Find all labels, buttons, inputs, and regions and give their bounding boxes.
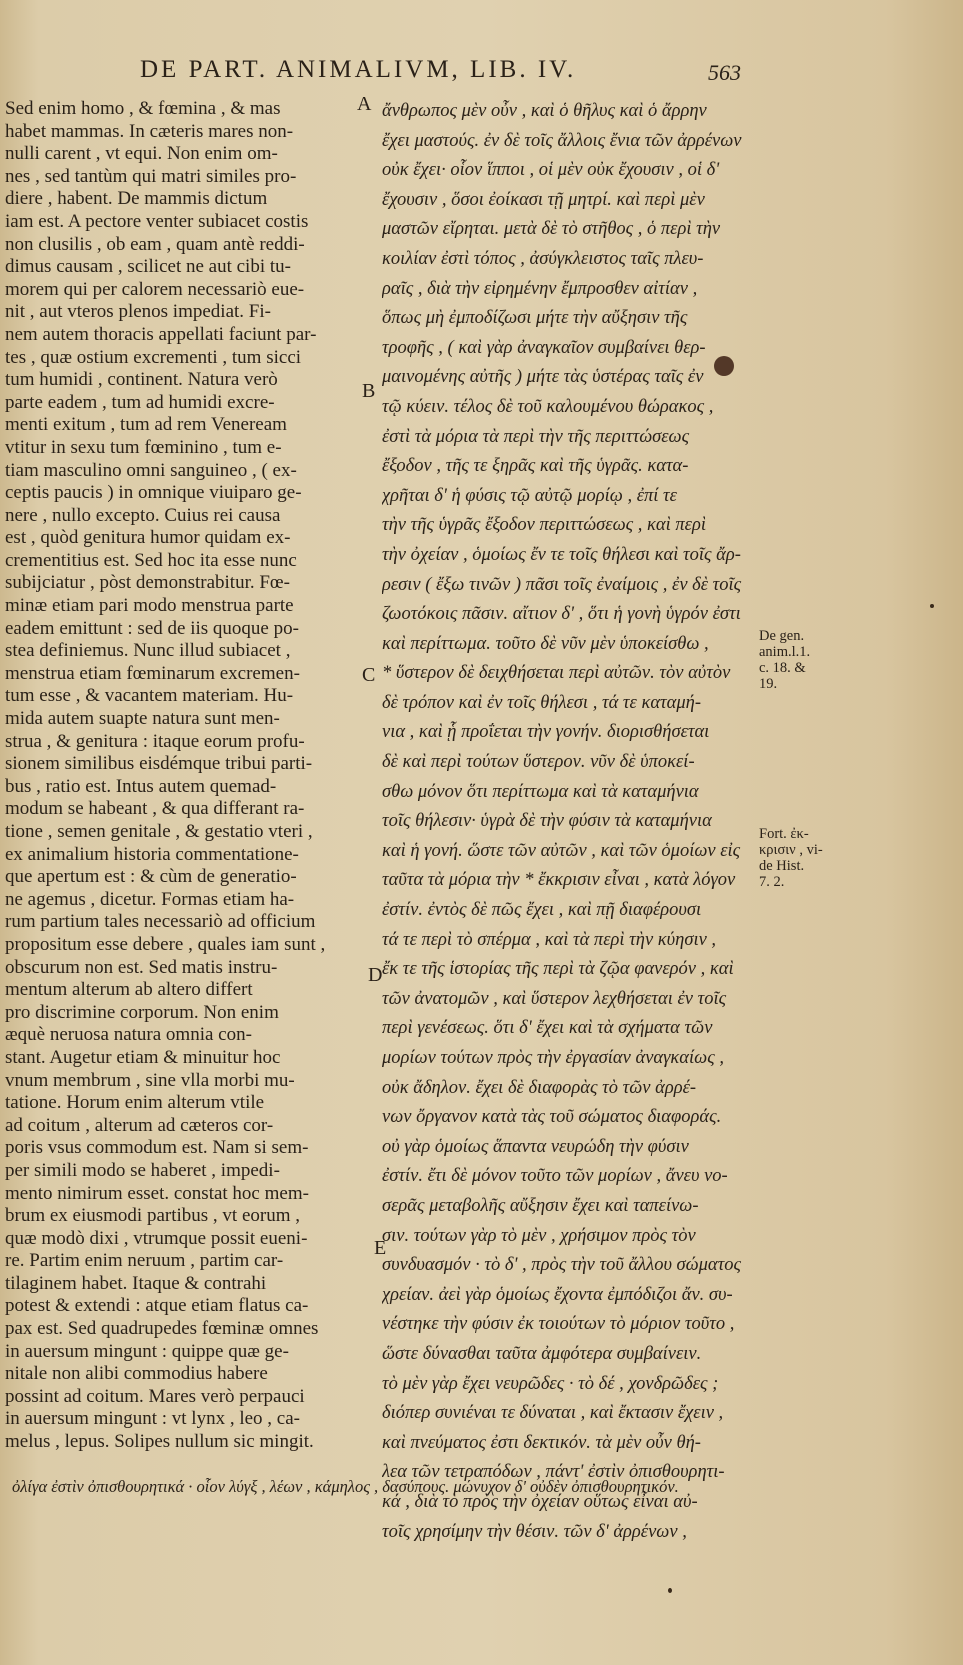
greek-line: οὐ γὰρ ὁμοίως ἅπαντα νευρώδη τὴν φύσιν	[382, 1136, 689, 1157]
latin-line: in auersum mingunt : vt lynx , leo , ca-	[5, 1408, 300, 1430]
latin-line: vnum membrum , sine vlla morbi mu-	[5, 1069, 295, 1091]
greek-line: καὶ περίττωμα. τοῦτο δὲ νῦν μὲν ὑποκείσθω ,	[382, 633, 709, 654]
latin-line: ne agemus , dicetur. Formas etiam ha-	[5, 888, 295, 910]
margin-note-line: De gen.	[759, 628, 805, 644]
latin-line: pax est. Sed quadrupedes fœminæ omnes	[5, 1318, 319, 1340]
margin-note-line: 7. 2.	[759, 874, 785, 890]
greek-line: νέστηκε τὴν φύσιν ἐκ τοιούτων τὸ μόριον τοῦτο ,	[382, 1314, 735, 1335]
greek-line: ζωοτόκοις πᾶσιν. αἴτιον δ' , ὅτι ἡ γονὴ ὑγρόν ἐστι	[382, 604, 741, 625]
latin-line: menti exitum , tum ad rem Veneream	[5, 414, 287, 436]
greek-line: ἔξοδον , τῆς τε ξηρᾶς καὶ τῆς ὑγρᾶς. κατα-	[382, 456, 689, 477]
latin-line: parte eadem , tum ad humidi excre-	[5, 391, 275, 413]
section-letter-b: B	[362, 380, 376, 402]
greek-line: συνδυασμόν · τὸ δ' , πρὸς τὴν τοῦ ἄλλου σώματος	[382, 1255, 741, 1276]
latin-line: habet mammas. In cæteris mares non-	[5, 120, 294, 142]
latin-line: crementitius est. Sed hoc ita esse nunc	[5, 549, 297, 571]
greek-line: ἔκ τε τῆς ἱστορίας τῆς περὶ τὰ ζῷα φανερόν , καὶ	[382, 959, 734, 980]
latin-line: possint ad coitum. Mares verò perpauci	[5, 1385, 305, 1407]
greek-line: τοῖς θήλεσιν· ὑγρὰ δὲ τὴν φύσιν τὰ καταμήνια	[382, 811, 712, 832]
greek-line: τοῖς χρησίμην τὴν θέσιν. τῶν δ' ἀρρένων ,	[382, 1521, 687, 1542]
latin-line: mentum alterum ab altero differt	[5, 979, 253, 1001]
latin-line: pro discrimine corporum. Non enim	[5, 1001, 279, 1023]
latin-line: bus , ratio est. Intus autem quemad-	[5, 775, 277, 797]
greek-line: ἔχουσιν , ὅσοι ἐοίκασι τῇ μητρί. καὶ περὶ μὲν	[382, 189, 705, 210]
latin-line: rum partium tales necessariò ad officium	[5, 911, 316, 933]
latin-line: nulli carent , vt equi. Non enim om-	[5, 143, 278, 165]
greek-line: τροφῆς , ( καὶ γὰρ ἀναγκαῖον συμβαίνει θερ-	[382, 337, 706, 358]
greek-line: ρεσιν ( ἔξω τινῶν ) πᾶσι τοῖς ἐναίμοις , ἐν δὲ τοῖς	[382, 574, 742, 595]
latin-line: nit , aut vteros plenos impediat. Fi-	[5, 301, 271, 323]
greek-line: νια , καὶ ᾗ προΐεται τὴν γονήν. διορισθήσεται	[382, 722, 710, 743]
latin-line: modum se habeant , & qua differant ra-	[5, 798, 305, 820]
greek-line: χρῆται δ' ἡ φύσις τῷ αὐτῷ μορίῳ , ἐπί τε	[382, 485, 677, 506]
latin-line: nitale non alibi commodius habere	[5, 1363, 268, 1385]
latin-line: mida autem suapte natura sunt men-	[5, 708, 280, 730]
greek-line: σιν. τούτων γὰρ τὸ μὲν , χρήσιμον πρὸς τὸν	[382, 1225, 696, 1246]
greek-line: ταῦτα τὰ μόρια τὴν * ἔκκρισιν εἶναι , κατὰ λόγον	[382, 870, 736, 891]
latin-translation-column	[5, 98, 357, 1454]
latin-line: brum ex eiusmodi partibus , vt eorum ,	[5, 1205, 300, 1227]
greek-line: καὶ ἡ γονή. ὥστε τῶν αὐτῶν , καὶ τῶν ὁμοίων εἰς	[382, 840, 741, 861]
greek-line: νων ὄργανον κατὰ τὰς τοῦ σώματος διαφοράς.	[382, 1107, 722, 1128]
latin-line: ad coitum , alterum ad cæteros cor-	[5, 1114, 274, 1136]
latin-line: mento nimirum esset. constat hoc mem-	[5, 1182, 309, 1204]
greek-line: ἐστὶ τὰ μόρια τὰ περὶ τὴν τῆς περιττώσεως	[382, 426, 690, 447]
latin-line: in auersum mingunt : quippe quæ ge-	[5, 1340, 289, 1362]
greek-line: τὴν τῆς ὑγρᾶς ἔξοδον περιττώσεως , καὶ περὶ	[382, 515, 706, 536]
margin-note-fort	[759, 826, 831, 890]
latin-line: tum esse , & vacantem materiam. Hu-	[5, 685, 294, 707]
greek-line: ἐστίν. ἔτι δὲ μόνον τοῦτο τῶν μορίων , ἄνευ νο-	[382, 1166, 728, 1187]
latin-line: menstrua etiam fœminarum excremen-	[5, 662, 300, 684]
greek-line: τὸ μὲν γὰρ ἔχει νευρῶδες · τὸ δέ , χονδρῶδες ;	[382, 1373, 719, 1394]
latin-line: strua , & genitura : itaque eorum profu-	[5, 730, 305, 752]
latin-line: re. Partim enim neruum , partim car-	[5, 1250, 284, 1272]
greek-line: τά τε περὶ τὸ σπέρμα , καὶ τὰ περὶ τὴν κύησιν ,	[382, 929, 717, 950]
latin-line: nere , nullo excepto. Cuius rei causa	[5, 504, 281, 526]
section-letter-e: E	[374, 1237, 387, 1259]
greek-line: κά , διὰ τὸ πρὸς τὴν ὀχείαν οὕτως εἶναι αὐ-	[382, 1491, 698, 1512]
latin-line: nem autem thoracis appellati faciunt par-	[5, 323, 317, 345]
greek-line: μορίων τούτων πρὸς τὴν ἐργασίαν ἀναγκαίως ,	[382, 1048, 724, 1068]
latin-line: tiam masculino omni sanguineo , ( ex-	[5, 459, 297, 481]
paper-speck	[668, 1588, 672, 1593]
latin-line: subijciatur , pòst demonstrabitur. Fœ-	[5, 572, 290, 594]
latin-line: dimus causam , scilicet ne aut cibi tu-	[5, 256, 291, 278]
latin-line: obscurum non est. Sed matis instru-	[5, 956, 278, 978]
greek-continuation-line: ὀλίγα ἐστὶν ὀπισθουρητικά · οἷον λύγξ , λέων , κάμηλος , δασύπους. μώνυχον δ' οὐδὲν ὀπισθουρητικόν.	[12, 1477, 679, 1496]
latin-line: propositum esse debere , quales iam sunt ,	[5, 933, 326, 955]
greek-text-column	[382, 97, 757, 1547]
margin-note-line: c. 18. &	[759, 660, 806, 676]
latin-line: vtitur in sexu tum fœminino , tum e-	[5, 436, 282, 458]
latin-line: que apertum est : & cùm de generatio-	[5, 866, 297, 888]
latin-line: diere , habent. De mammis dictum	[5, 188, 268, 210]
greek-line: ὅπως μὴ ἐμποδίζωσι μήτε τὴν αὔξησιν τῆς	[382, 308, 688, 329]
greek-line: τῶν ἀνατομῶν , καὶ ὕστερον λεχθήσεται ἐν τοῖς	[382, 988, 727, 1009]
section-letter-c: C	[362, 664, 376, 686]
latin-line: Sed enim homo , & fœmina , & mas	[5, 98, 281, 119]
latin-line: morem qui per calorem necessariò eue-	[5, 278, 305, 300]
greek-line: οὐκ ἄδηλον. ἔχει δὲ διαφορὰς τὸ τῶν ἀρρέ-	[382, 1077, 697, 1098]
latin-line: tatione. Horum enim alterum vtile	[5, 1092, 265, 1114]
greek-line: ἄνθρωπος μὲν οὖν , καὶ ὁ θῆλυς καὶ ὁ ἄρρην	[382, 101, 707, 121]
margin-note-line: 19.	[759, 676, 778, 692]
greek-line: δὲ καὶ περὶ τούτων ὕστερον. νῦν δὲ ὑποκεί-	[382, 752, 695, 773]
latin-line: ex animalium historia commentatione-	[5, 843, 299, 865]
latin-line: iam est. A pectore venter subiacet costis	[5, 210, 309, 232]
ink-blot	[714, 356, 734, 376]
greek-line: χρείαν. ἀεὶ γὰρ ὁμοίως ἔχοντα ἐμπόδιζοι ἄν. συ-	[382, 1284, 733, 1305]
latin-line: non clusilis , ob eam , quam antè reddi-	[5, 233, 305, 255]
margin-note-de-gen	[759, 628, 831, 692]
latin-line: per simili modo se haberet , impedi-	[5, 1159, 280, 1181]
latin-line: minæ etiam pari modo menstrua parte	[5, 595, 294, 617]
margin-note-line: anim.l.1.	[759, 644, 811, 660]
page-number: 563	[708, 60, 741, 85]
latin-line: æquè neruosa natura omnia con-	[5, 1024, 252, 1046]
latin-line: tum humidi , continent. Natura verò	[5, 369, 278, 391]
greek-line: δὲ τρόπον καὶ ἐν τοῖς θήλεσι , τά τε καταμή-	[382, 692, 701, 713]
latin-line: quæ modò dixi , vtrumque possit eueni-	[5, 1227, 308, 1249]
paper-speck	[930, 604, 934, 608]
margin-note-line: κρισιν , vi-	[759, 842, 823, 858]
margin-note-line: de Hist.	[759, 858, 805, 874]
greek-line: ἔχει μαστούς. ἐν δὲ τοῖς ἄλλοις ἔνια τῶν ἀρρένων	[382, 130, 742, 151]
greek-line: κοιλίαν ἐστὶ τόπος , ἀσύγκλειστος ταῖς πλευ-	[382, 248, 704, 269]
greek-line: ὥστε δύνασθαι ταῦτα ἀμφότερα συμβαίνειν.	[382, 1343, 702, 1364]
greek-line: οὐκ ἔχει· οἷον ἵπποι , οἱ μὲν οὐκ ἔχουσιν , οἱ δ'	[382, 160, 720, 181]
greek-line: περὶ γενέσεως. ὅτι δ' ἔχει καὶ τὰ σχήματα τῶν	[382, 1018, 713, 1039]
latin-line: melus , lepus. Solipes nullum sic mingit.	[5, 1431, 314, 1453]
latin-line: poris vsus commodum est. Nam si sem-	[5, 1137, 309, 1159]
greek-line: τῷ κύειν. τέλος δὲ τοῦ καλουμένου θώρακος ,	[382, 396, 714, 417]
margin-note-line: Fort. ἐκ-	[759, 826, 809, 842]
greek-line: τὴν ὀχείαν , ὁμοίως ἔν τε τοῖς θήλεσι καὶ τοῖς ἄρ-	[382, 544, 741, 565]
section-letter-d: D	[368, 964, 383, 986]
latin-line: ceptis paucis ) in omnique viuiparo ge-	[5, 482, 302, 504]
latin-line: potest & extendi : atque etiam flatus ca-	[5, 1295, 309, 1317]
greek-line: * ὕστερον δὲ δειχθήσεται περὶ αὐτῶν. τὸν αὐτὸν	[382, 663, 731, 684]
greek-line: σθω μόνον ὅτι περίττωμα καὶ τὰ καταμήνια	[382, 781, 699, 802]
greek-line: μαστῶν εἴρηται. μετὰ δὲ τὸ στῆθος , ὁ περὶ τὴν	[382, 219, 721, 240]
greek-line: ἐστίν. ἐντὸς δὲ πῶς ἔχει , καὶ πῇ διαφέρουσι	[382, 900, 702, 921]
greek-line: σερᾶς μεταβολῆς αὔξησιν ἔχει καὶ ταπείνω-	[382, 1195, 699, 1216]
greek-line: καὶ πνεύματος ἐστι δεκτικόν. τὰ μὲν οὖν θή-	[382, 1432, 701, 1453]
latin-line: est , quòd genitura humor quidam ex-	[5, 527, 291, 549]
latin-line: tione , semen genitale , & gestatio vteri ,	[5, 821, 313, 842]
greek-line: διόπερ συνιέναι τε δύναται , καὶ ἔκτασιν ἔχειν ,	[382, 1403, 724, 1424]
latin-line: tes , quæ ostium excrementi , tum sicci	[5, 346, 302, 368]
greek-line: λεα τῶν τετραπόδων , πάντ' ἐστὶν ὀπισθουρητι-	[382, 1462, 725, 1483]
running-head: DE PART. ANIMALIVM, LIB. IV.	[140, 56, 577, 83]
latin-line: eadem emittunt : sed de iis quoque po-	[5, 617, 299, 639]
greek-line: μαινομένης αὐτῆς ) μήτε τὰς ὑστέρας ταῖς ἐν	[382, 367, 704, 388]
latin-line: nes , sed tantùm qui matri similes pro-	[5, 165, 297, 187]
latin-line: sionem similibus eisdémque tribui parti-	[5, 753, 313, 775]
latin-line: tilaginem habet. Itaque & contrahi	[5, 1272, 267, 1294]
latin-line: stea definiemus. Nunc illud subiacet ,	[5, 640, 291, 662]
greek-line: ραῖς , διὰ τὴν εἰρημένην ἔμπροσθεν αἰτίαν ,	[382, 278, 698, 299]
latin-line: stant. Augetur etiam & minuitur hoc	[5, 1046, 281, 1068]
section-letter-a: A	[357, 93, 372, 115]
